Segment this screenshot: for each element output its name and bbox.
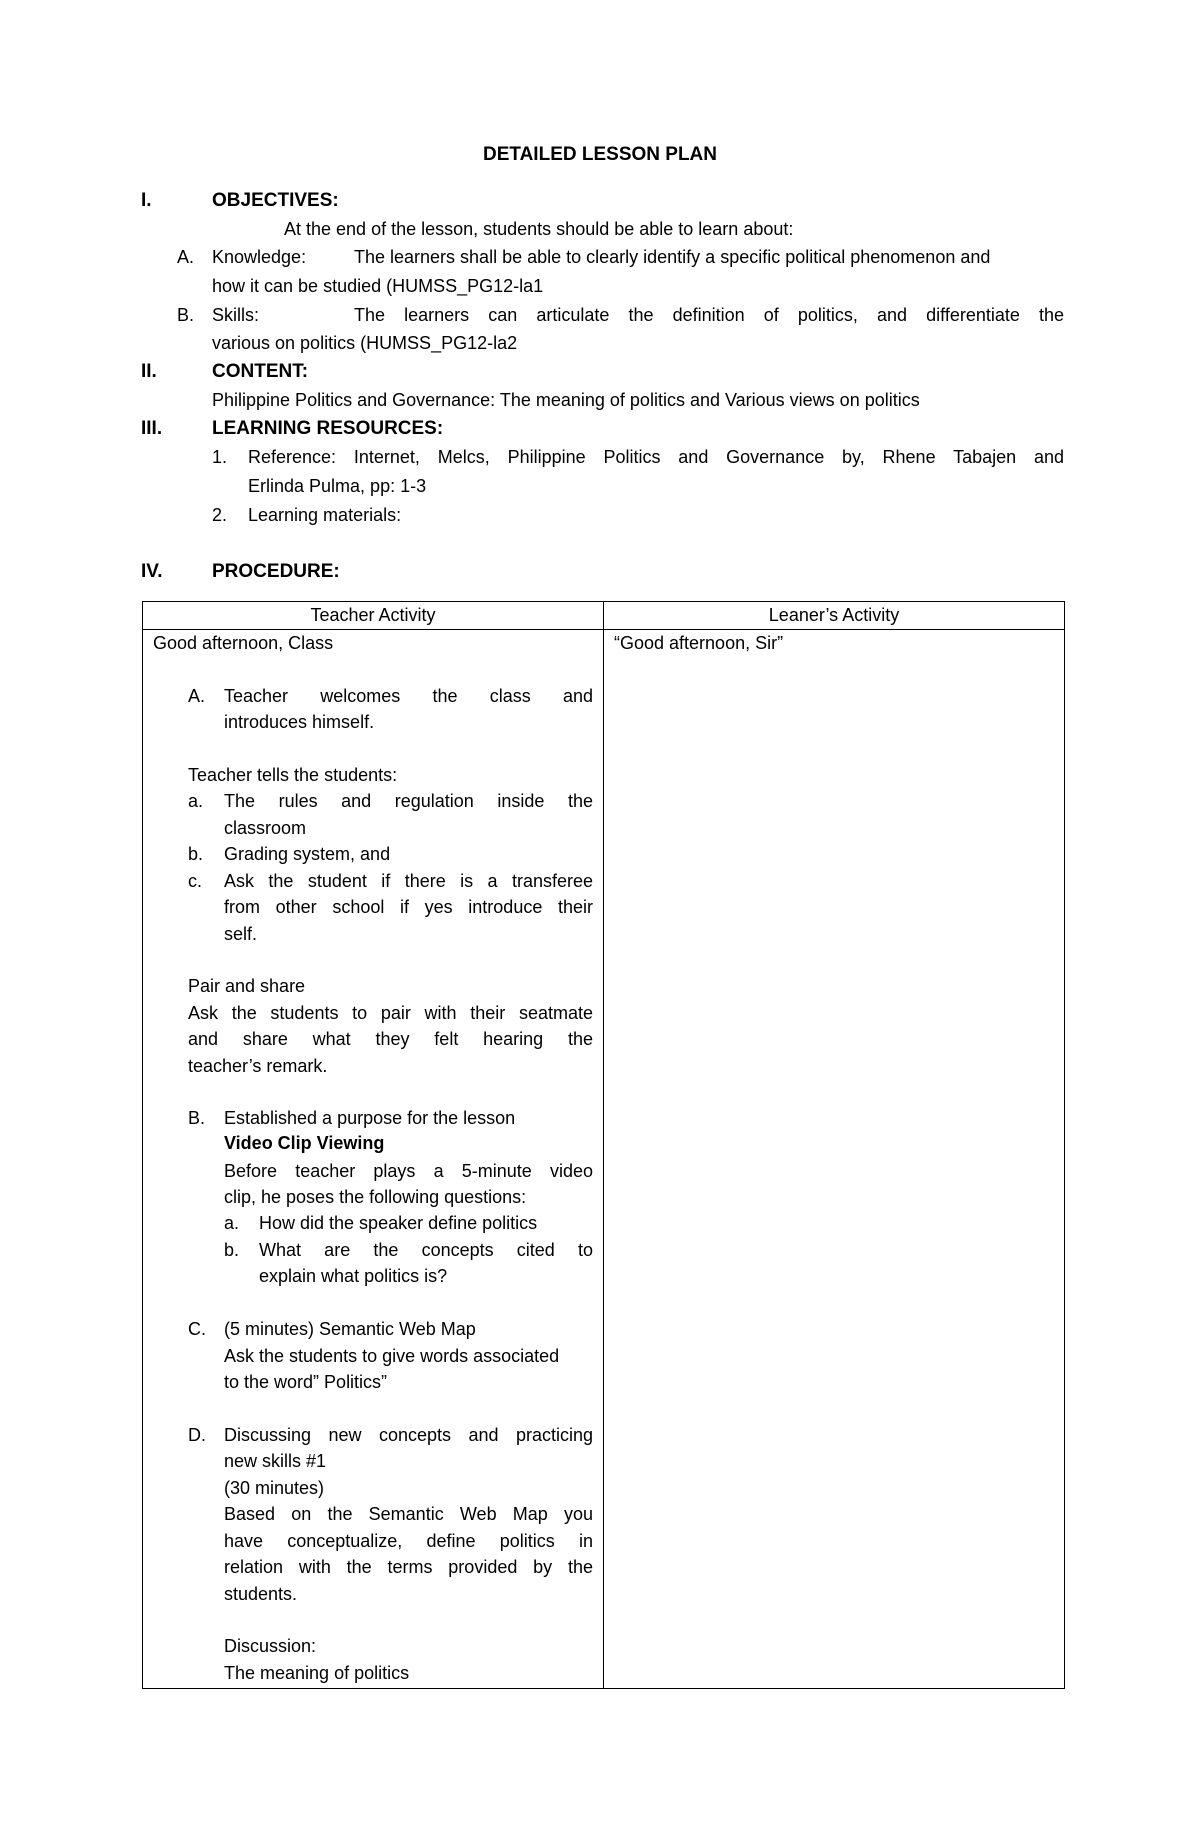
resource-2-number: 2. [212,505,228,525]
resource-1-number: 1. [212,447,228,467]
table-header-row [143,602,1065,630]
content-number: II. [141,361,157,382]
pair-share-text: Ask the students to pair with their seatmate [188,1003,593,1023]
resource-2-text: Learning materials: [248,505,402,525]
step-a-text: Teacher welcomes the class and [224,686,593,706]
tell-b-letter: b. [188,844,204,864]
step-b-text: Established a purpose for the lesson [224,1108,516,1128]
teacher-greeting: Good afternoon, Class [153,633,334,653]
objective-b-text-cont: various on politics (HUMSS_PG12-la2 [212,333,518,353]
content-heading: CONTENT: [212,361,309,382]
step-b-letter: B. [188,1108,206,1128]
question-b-letter: b. [224,1240,240,1260]
step-c-text-cont: Ask the students to give words associated [224,1346,560,1366]
step-a-letter: A. [188,686,206,706]
table-row [143,630,1065,1689]
objectives-number: I. [141,190,152,211]
teacher-activity-header: Teacher Activity [143,602,604,630]
step-d-text-6: relation with the terms provided by the [224,1557,593,1577]
pair-share-text-end: teacher’s remark. [188,1056,328,1076]
question-b-text-cont: explain what politics is? [259,1266,448,1286]
objectives-intro: At the end of the lesson, students should be able to learn about: [284,219,794,239]
procedure-table [142,601,1065,1689]
step-d-text-3: (30 minutes) [224,1478,325,1498]
objective-a-text: The learners shall be able to clearly identify a specific political phenomenon and [354,247,991,267]
tells-heading: Teacher tells the students: [188,765,398,785]
tell-a-text-cont: classroom [224,818,307,838]
objective-a-text-cont: how it can be studied (HUMSS_PG12-la1 [212,276,544,296]
step-d-text-7: students. [224,1584,298,1604]
learner-activity-cell [604,630,1065,1689]
step-d-text-2: new skills #1 [224,1451,327,1471]
tell-a-text: The rules and regulation inside the [224,791,593,811]
resource-1-text-cont: Erlinda Pulma, pp: 1-3 [248,476,427,496]
pair-share-text-cont: and share what they felt hearing the [188,1029,593,1049]
pair-share-heading: Pair and share [188,976,306,996]
resources-heading: LEARNING RESOURCES: [212,418,444,439]
teacher-activity-cell [143,630,604,1689]
resource-1-text: Reference: Internet, Melcs, Philippine Politics and Governance by, Rhene Tabajen and [248,447,1064,467]
procedure-heading: PROCEDURE: [212,561,340,582]
video-clip-text: Before teacher plays a 5-minute video [224,1161,593,1181]
learner-greeting: “Good afternoon, Sir” [614,633,784,653]
step-c-text-end: to the word” Politics” [224,1372,388,1392]
resources-number: III. [141,418,163,439]
procedure-number: IV. [141,561,163,582]
page-title: DETAILED LESSON PLAN [483,144,717,165]
discussion-topic: The meaning of politics [224,1663,410,1683]
learner-activity-header: Leaner’s Activity [604,602,1065,630]
video-clip-heading: Video Clip Viewing [224,1133,385,1153]
step-d-text-5: have conceptualize, define politics in [224,1531,593,1551]
question-a-text: How did the speaker define politics [259,1213,538,1233]
tell-c-text: Ask the student if there is a transferee [224,871,593,891]
tell-b-text: Grading system, and [224,844,391,864]
question-b-text: What are the concepts cited to [259,1240,593,1260]
objective-b-text: The learners can articulate the definition of politics, and differentiate the [354,305,1064,325]
tell-a-letter: a. [188,791,204,811]
step-d-text: Discussing new concepts and practicing [224,1425,593,1445]
step-d-letter: D. [188,1425,206,1445]
discussion-heading: Discussion: [224,1636,317,1656]
step-c-letter: C. [188,1319,206,1339]
video-clip-text-cont: clip, he poses the following questions: [224,1187,527,1207]
content-text: Philippine Politics and Governance: The meaning of politics and Various views on politics [212,390,920,410]
step-d-text-4: Based on the Semantic Web Map you [224,1504,593,1524]
objective-b-label: Skills: [212,305,260,325]
objectives-heading: OBJECTIVES: [212,190,339,211]
step-c-text: (5 minutes) Semantic Web Map [224,1319,476,1339]
question-a-letter: a. [224,1213,240,1233]
tell-c-letter: c. [188,871,203,891]
objective-a-letter: A. [177,247,195,267]
step-a-text-cont: introduces himself. [224,712,375,732]
objective-a-label: Knowledge: [212,247,307,267]
tell-c-text-end: self. [224,924,258,944]
tell-c-text-cont: from other school if yes introduce their [224,897,593,917]
objective-b-letter: B. [177,305,195,325]
